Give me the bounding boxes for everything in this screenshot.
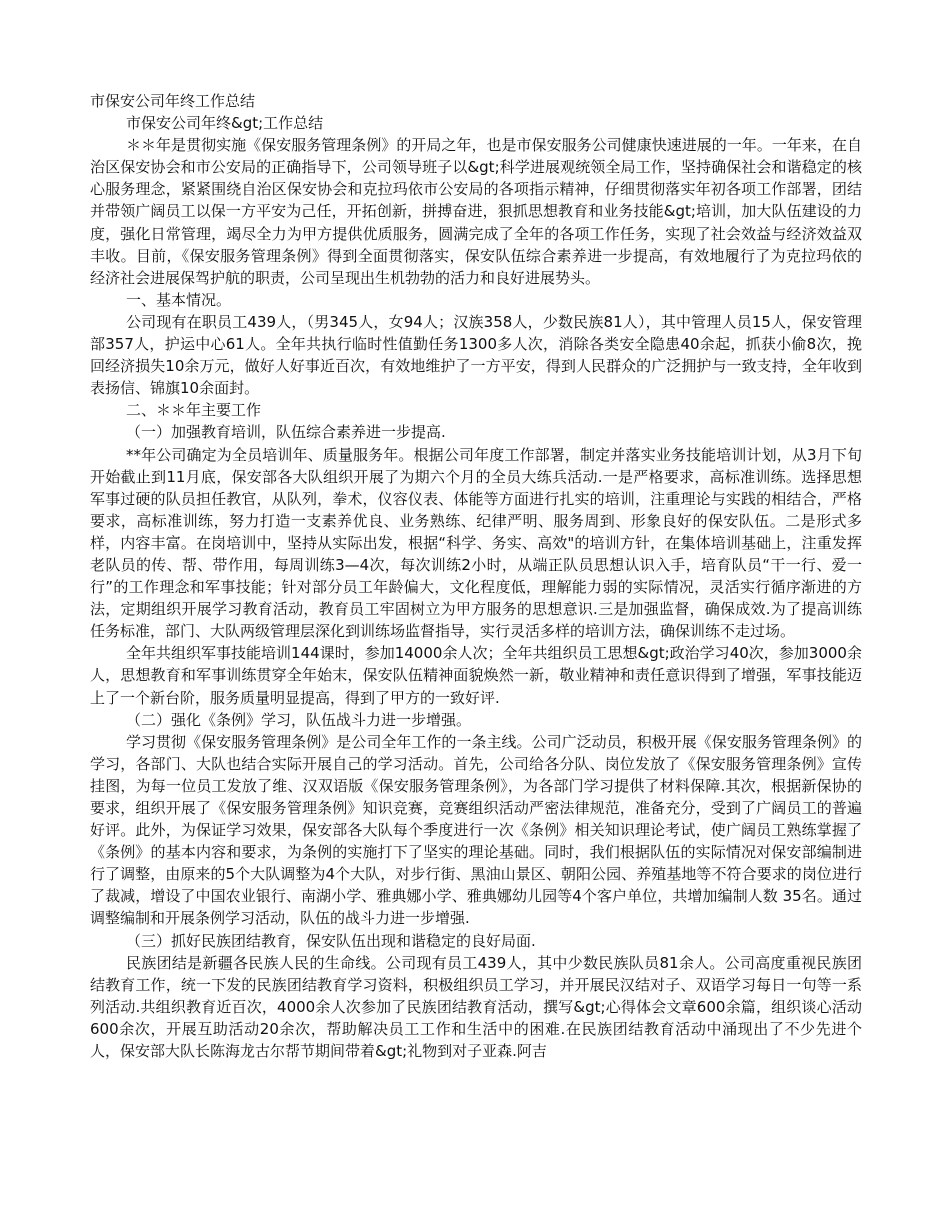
paragraph-regulations: 学习贯彻《保安服务管理条例》是公司全年工作的一条主线。公司广泛动员，积极开展《保安服务管理条例》的学习，各部门、大队也结合实际开展自己的学习活动。首先，公司给各分队、岗位发放了《保安服务管理条例》宣传挂图，为每一位员工发放了维、汉双语版《保安服务管理条例》，为各部门学习提供了材料保障.其次，根据新保协的要求，组织开展了《保安服务管理条例》知识竞赛，竞赛组织活动严密法律规范，准备充分，受到了广阔员工的普遍好评。此外，为保证学习效果，保安部各大队每个季度进行一次《条例》相关知识理论考试，使广阔员工熟练掌握了《条例》的基本内容和要求，为条例的实施打下了坚实的理论基础。同时，我们根据队伍的实际情况对保安部编制进行了调整，由原来的5个大队调整为4个大队，对步行街、黑油山景区、朝阳公园、养殖基地等不符合要求的岗位进行了裁减，增设了中国农业银行、南湖小学、雅典娜小学、雅典娜幼儿园等4个客户单位，共增加编制人数 35名。通过调整编制和开展条例学习活动，队伍的战斗力进一步增强.	[90, 732, 862, 928]
section-heading-main-work: 二、＊＊年主要工作	[126, 401, 262, 420]
paragraph-training: **年公司确定为全员培训年、质量服务年。根据公司年度工作部署，制定并落实业务技能培训计划，从3月下旬开始截止到11月底，保安部各大队组织开展了为期六个月的全员大练兵活动.一是严格要求，高标准训练。选择思想军事过硬的队员担任教官，从队列，拳术，仪容仪表、体能等方面进行扎实的培训，注重理论与实践的相结合，严格要求，高标准训练，努力打造一支素养优良、业务熟练、纪律严明、服务周到、形象良好的保安队伍。二是形式多样，内容丰富。在岗培训中，坚持从实际出发，根据“科学、务实、高效"的培训方针，在集体培训基础上，注重发挥老队员的传、帮、带作用，每周训练3—4次，每次训练2小时，从端正队员思想认识入手，培育队员“干一行、爱一行”的工作理念和军事技能；针对部分员工年龄偏大，文化程度低，理解能力弱的实际情况，灵活实行循序渐进的方法，定期组织开展学习教育活动，教育员工牢固树立为甲方服务的思想意识.三是加强监督，确保成效.为了提高训练任务标准，部门、大队两级管理层深化到训练场监督指导，实行灵活多样的培训方法，确保训练不走过场。	[90, 445, 862, 641]
subheading-ethnic-unity: （三）抓好民族团结教育，保安队伍出现和谐稳定的良好局面.	[126, 931, 536, 950]
paragraph-training-stats: 全年共组织军事技能培训144课时，参加14000余人次；全年共组织员工思想&gt;政治学习40次，参加3000余人，思想教育和军事训练贯穿全年始末，保安队伍精神面貌焕然一新，敬业精神和责任意识得到了增强，军事技能迈上了一个新台阶，服务质量明显提高，得到了甲方的一致好评.	[90, 644, 862, 707]
document-page	[90, 90, 862, 1062]
document-title: 市保安公司年终工作总结	[90, 92, 256, 110]
subheading-training: （一）加强教育培训，队伍综合素养进一步提高.	[126, 423, 446, 442]
section-heading-basic-info: 一、基本情况。	[126, 290, 232, 309]
subheading-regulations: （二）强化《条例》学习，队伍战斗力进一步增强。	[126, 710, 472, 729]
paragraph-basic-info: 公司现有在职员工439人，（男345人，女94人；汉族358人，少数民族81人），其中管理人员15人，保安管理部357人，护运中心61人。全年共执行临时性值勤任务1300多人次，消除各类安全隐患40余起，抓获小偷8次，挽回经济损失10余万元，做好人好事近百次，有效地维护了一方平安，得到人民群众的广泛拥护与一致支持，全年收到表扬信、锦旗10余面封。	[90, 312, 862, 398]
document-subtitle: 市保安公司年终&gt;工作总结	[126, 114, 324, 133]
paragraph-ethnic-unity: 民族团结是新疆各民族人民的生命线。公司现有员工439人，其中少数民族队员81余人。公司高度重视民族团结教育工作，统一下发的民族团结教育学习资料，积极组织员工学习，并开展民汉结对子、双语学习每日一句等一系列活动.共组织教育近百次，4000余人次参加了民族团结教育活动，撰写&gt;心得体会文章600余篇，组织谈心活动600余次，开展互助活动20余次，帮助解决员工工作和生活中的困难.在民族团结教育活动中涌现出了不少先进个人，保安部大队长陈海龙古尔帮节期间带着&gt;礼物到对子亚森.阿吉	[90, 953, 862, 1061]
paragraph-intro: ＊＊年是贯彻实施《保安服务管理条例》的开局之年，也是市保安服务公司健康快速进展的一年。一年来，在自治区保安协会和市公安局的正确指导下，公司领导班子以&gt;科学进展观统领全局工作，坚持确保社会和谐稳定的核心服务理念，紧紧围绕自治区保安协会和克拉玛依市公安局的各项指示精神，仔细贯彻落实年初各项工作部署，团结并带领广阔员工以保一方平安为己任，开拓创新，拼搏奋进，狠抓思想教育和业务技能&gt;培训，加大队伍建设的力度，强化日常管理，竭尽全力为甲方提供优质服务，圆满完成了全年的各项工作任务，实现了社会效益与经济效益双丰收。目前，《保安服务管理条例》得到全面贯彻落实，保安队伍综合素养进一步提高，有效地履行了为克拉玛依的经济社会进展保驾护航的职责，公司呈现出生机勃勃的活力和良好进展势头。	[90, 136, 862, 287]
